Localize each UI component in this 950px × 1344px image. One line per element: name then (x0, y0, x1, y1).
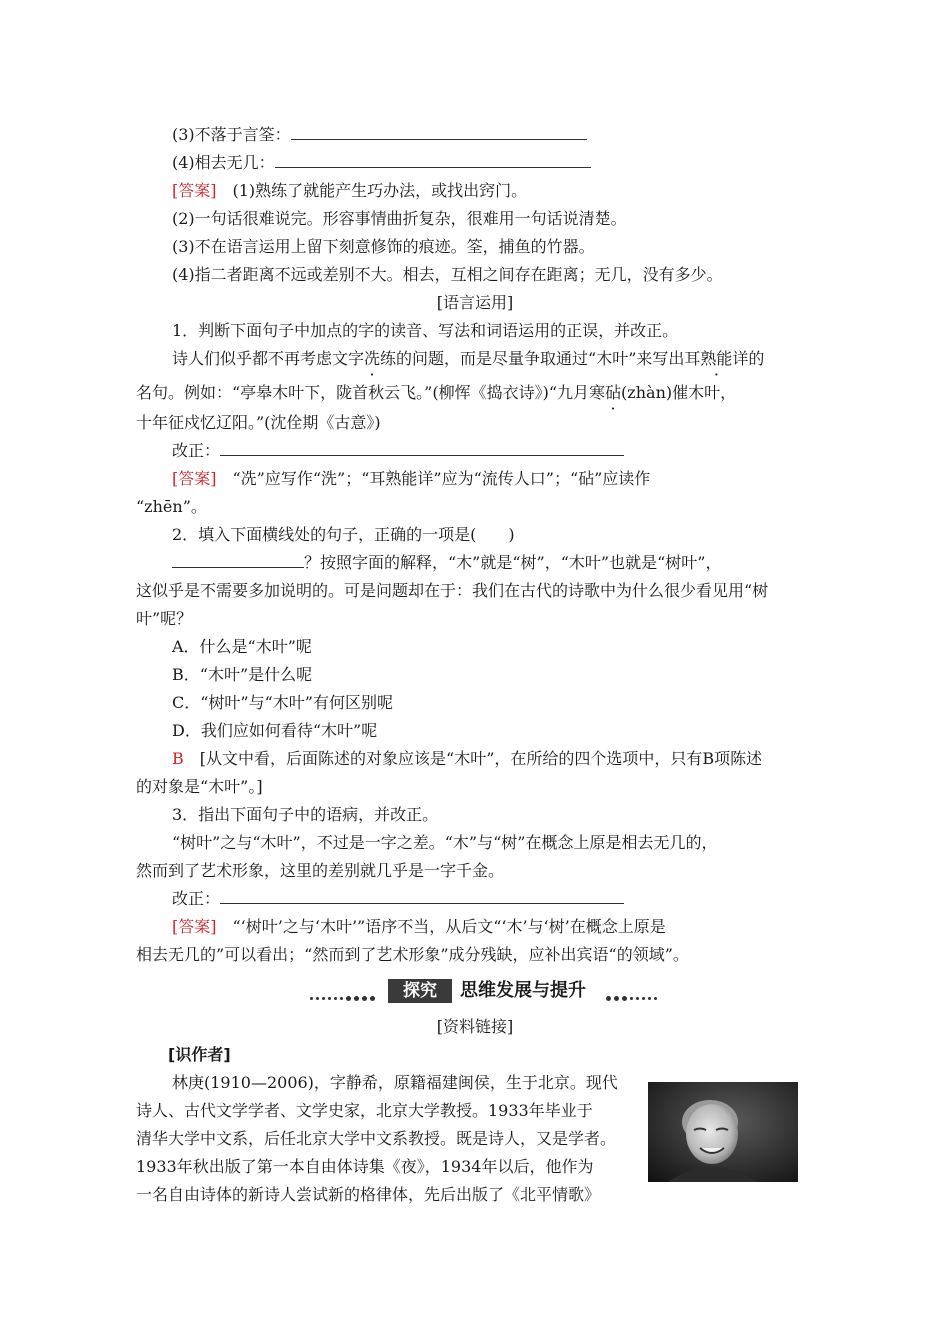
answer-blank (172, 553, 304, 568)
answer-line-4: (4)指二者距离不远或差别不大。相去，互相之间存在距离；无几，没有多少。 (172, 265, 723, 284)
exercise-line-3 (172, 124, 587, 146)
passage-text: 的 (748, 349, 765, 368)
answer-3-cont: 相去无几的”可以看出；“然而到了艺术形象”成分残缺，应补出宾语“的领域”。 (136, 945, 689, 964)
answer-text: [从文中看，后面陈述的对象应该是“木叶”，在所给的四个选项中，只有B项陈述 (183, 749, 763, 768)
passage-text: 名句。例如：“亭皋木叶下，陇首秋云飞。”(柳恽《捣衣诗》)“九月寒 (136, 383, 606, 402)
answer-tag: [答案] (172, 917, 217, 936)
bio-line-5: 一名自由诗体的新诗人尝试新的格律体，先后出版了《北平情歌》 (136, 1185, 601, 1204)
question-2: 2．填入下面横线处的句子，正确的一项是( ) (172, 525, 515, 544)
bio-line-2: 诗人、古代文学学者、文学史家，北京大学教授。1933年毕业于 (136, 1101, 593, 1120)
answer-1 (172, 180, 527, 202)
bio-line-1: 林庚(1910—2006)，字静希，原籍福建闽侯，生于北京。现代 (172, 1073, 618, 1092)
answer-2-cont: “zhēn”。 (136, 497, 207, 516)
dotted-char: 砧 (605, 383, 622, 402)
question-1-passage-line-1 (172, 348, 764, 370)
question-2-passage-line-3: 叶”呢？ (136, 609, 193, 628)
question-3-passage-line-2: 然而到了艺术形象，这里的差别就几乎是一字千金。 (136, 861, 505, 880)
section-banner (300, 976, 660, 1006)
banner-dots-right (606, 988, 660, 994)
section-heading-resources: [资料链接] (436, 1017, 514, 1036)
question-2-passage-line-2: 这似乎是不需要多加说明的。可是问题却在于：我们在古代的诗歌中为什么很少看见用“树 (136, 581, 769, 600)
dotted-phrase: 耳熟能详 (684, 349, 749, 368)
correction-label: 改正： (172, 441, 221, 460)
answer-text: “‘树叶’之与‘木叶’”语序不当，从后文“‘木’与‘树’在概念上原是 (216, 917, 666, 936)
answer-2 (172, 468, 650, 490)
answer-tag: [答案] (172, 181, 217, 200)
answer-line-2: (2)一句话很难说完。形容事情曲折复杂，很难用一句话说清楚。 (172, 209, 627, 228)
answer-text: (1)熟练了就能产生巧办法，或找出窍门。 (216, 181, 528, 200)
item-label: (3)不落于言筌： (172, 125, 291, 144)
correction-label: 改正： (172, 889, 221, 908)
answer-blank (275, 153, 591, 168)
question-1: 1．判断下面句子中加点的字的读音、写法和词语运用的正误，并改正。 (172, 321, 679, 340)
passage-text: 诗人们似乎都不再考虑文字 (172, 349, 365, 368)
passage-text: ？按照字面的解释，“木”就是“树”，“木叶”也就是“树叶”， (304, 553, 722, 572)
answer-blank (291, 125, 587, 140)
answer-q2 (172, 748, 762, 770)
answer-q2-cont: 的对象是“木叶”。] (136, 777, 263, 796)
question-1-passage-line-3: 十年征戍忆辽阳。”(沈佺期《古意》) (136, 413, 381, 432)
passage-text: 练的问题，而是尽量争取通过“木叶”来写出 (380, 349, 685, 368)
question-3-passage-line-1: “树叶”之与“木叶”，不过是一字之差。“木”与“树”在概念上原是相去无几的， (172, 833, 718, 852)
banner-title: 思维发展与提升 (460, 980, 586, 1001)
question-1-passage-line-2 (136, 382, 736, 404)
banner-badge: 探究 (388, 979, 452, 1003)
option-a: A．什么是“木叶”呢 (172, 637, 312, 656)
section-heading-language-use: [语言运用] (436, 293, 514, 312)
author-photo (648, 1082, 798, 1182)
exercise-line-4 (172, 152, 591, 174)
answer-blank (220, 441, 624, 456)
answer-blank (220, 889, 624, 904)
passage-text: (zhàn)催木叶， (621, 383, 737, 402)
answer-text: “冼”应写作“洗”；“耳熟能详”应为“流传人口”；“砧”应读作 (216, 469, 651, 488)
correction-line-1 (172, 440, 624, 462)
answer-letter: B (172, 749, 184, 768)
question-3: 3．指出下面句子中的语病，并改正。 (172, 805, 439, 824)
banner-dots-left (310, 988, 378, 994)
question-2-passage-line-1 (172, 552, 721, 574)
bio-line-4: 1933年秋出版了第一本自由体诗集《夜》，1934年以后，他作为 (136, 1157, 594, 1176)
item-label: (4)相去无几： (172, 153, 275, 172)
correction-line-2 (172, 888, 624, 910)
bio-line-3: 清华大学中文系，后任北京大学中文系教授。既是诗人，又是学者。 (136, 1129, 617, 1148)
option-c: C．“树叶”与“木叶”有何区别呢 (172, 693, 393, 712)
answer-3 (172, 916, 666, 938)
answer-line-3: (3)不在语言运用上留下刻意修饰的痕迹。筌，捕鱼的竹器。 (172, 237, 595, 256)
option-b: B．“木叶”是什么呢 (172, 665, 313, 684)
author-tag: [识作者] (168, 1045, 231, 1064)
dotted-char: 冼 (364, 349, 381, 368)
option-d: D．我们应如何看待“木叶”呢 (172, 721, 378, 740)
answer-tag: [答案] (172, 469, 217, 488)
